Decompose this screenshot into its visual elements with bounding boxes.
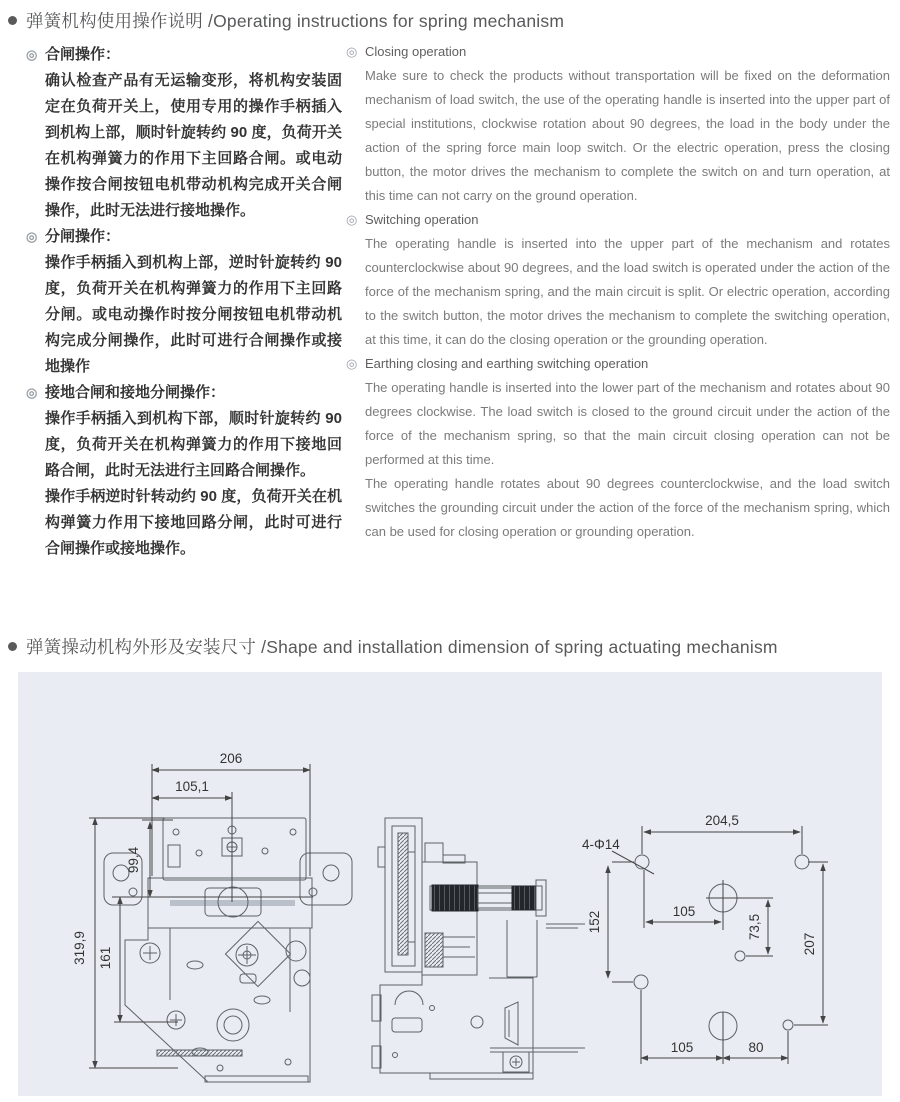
- zh-section-title: ◎ 合闸操作：: [45, 42, 342, 68]
- bullet-icon: [8, 642, 17, 651]
- dim-label-73-5: 73,5: [747, 913, 762, 941]
- ring-bullet-icon: ◎: [26, 385, 38, 400]
- en-paragraph: Make sure to check the products without transportation will be fixed on the deformation mechanism of load switch, the use of the operating handle is inserted into the upper part of special institutions, clockwise rotation about 90 degrees, the load in the body under the action of the spring force main loop switch. Or the electric operation, press the closing button, the motor drives the mechanism to complete the switch on and turn operation, at this time can not carry on the ground operation.: [365, 68, 890, 203]
- hole-pattern-drawing: [634, 855, 809, 1040]
- dim-label-204-5: 204,5: [705, 813, 739, 828]
- section-title: 弹簧操动机构外形及安装尺寸 /Shape and installation dimension of spring actuating mechanism: [26, 637, 778, 657]
- en-section-closing: [348, 40, 890, 208]
- hole-pattern-dim-labels: [582, 813, 817, 1055]
- dim-label-152: 152: [587, 910, 602, 934]
- dim-label-99-4: 99,4: [126, 846, 141, 874]
- zh-section-title: ◎ 接地合闸和接地分闸操作：: [45, 380, 342, 406]
- zh-section-closing: [28, 42, 342, 224]
- ring-bullet-icon: ◎: [26, 47, 38, 62]
- en-paragraph: The operating handle is inserted into the lower part of the mechanism and rotates about 90 degrees clockwise. The load switch is closed to the ground circuit under the action of the force of the mechanism spring, so that the main circuit closing operation can not be performed at this time.: [365, 380, 890, 467]
- zh-section-earthing: [28, 380, 342, 562]
- dim-label-207: 207: [802, 932, 817, 956]
- zh-paragraph: 确认检查产品有无运输变形，将机构安装固定在负荷开关上，使用专用的操作手柄插入到机构上部，顺时针旋转约 90 度，负荷开关在机构弹簧力的作用下主回路合闸。或电动操作按合闸按钮电机带动机构完成开关合闸操作，此时无法进行接地操作。: [45, 72, 342, 219]
- dim-label-105-bottom: 105: [670, 1040, 694, 1055]
- technical-drawing: [18, 672, 882, 1096]
- dim-label-80: 80: [748, 1040, 764, 1055]
- section-header-operating-instructions: [8, 8, 564, 33]
- dim-label-161: 161: [98, 946, 113, 970]
- en-section-title: ◎ Earthing closing and earthing switching operation: [365, 352, 890, 376]
- drawing-panel: [18, 672, 882, 1096]
- dim-label-105-mid: 105: [672, 904, 696, 919]
- front-view-dim-labels: [72, 751, 242, 969]
- ring-bullet-icon: ◎: [346, 356, 358, 371]
- chinese-instructions-column: [28, 42, 342, 562]
- zh-paragraph: 操作手柄插入到机构上部，逆时针旋转约 90 度，负荷开关在机构弹簧力的作用下主回路分闸。或电动操作时按分闸按钮电机带动机构完成分闸操作，此时可进行合闸操作或接地操作: [45, 254, 342, 375]
- en-section-earthing: [348, 352, 890, 544]
- ring-bullet-icon: ◎: [346, 44, 358, 59]
- ring-bullet-icon: ◎: [26, 229, 38, 244]
- zh-paragraph: 操作手柄逆时针转动约 90 度，负荷开关在机构弹簧力作用下接地回路分闸，此时可进行合闸操作或接地操作。: [45, 488, 342, 557]
- front-view-dimensions: [89, 764, 313, 1068]
- en-section-title: ◎ Switching operation: [365, 208, 890, 232]
- bullet-icon: [8, 16, 17, 25]
- en-paragraph: The operating handle is inserted into the upper part of the mechanism and rotates counterclockwise about 90 degrees, and the load switch is operated under the action of the force of the mechanism spring, and the main circuit is split. Or electric operation, according to the switch button, the motor drives the mechanism to complete the switching operation, at this time, it can do the closing operation or the grounding operation.: [365, 236, 890, 347]
- zh-section-title: ◎ 分闸操作：: [45, 224, 342, 250]
- dim-label-319-9: 319,9: [72, 931, 87, 965]
- en-paragraph: The operating handle rotates about 90 degrees counterclockwise, and the load switch switches the grounding circuit under the action of the force of the mechanism spring, which can be used for closing operation or grounding operation.: [365, 476, 890, 539]
- dim-label-206: 206: [219, 751, 243, 766]
- dim-label-105-1: 105,1: [175, 779, 209, 794]
- section-header-shape-dimensions: [8, 634, 778, 659]
- english-instructions-column: [348, 40, 890, 544]
- ring-bullet-icon: ◎: [346, 212, 358, 227]
- zh-paragraph: 操作手柄插入到机构下部，顺时针旋转约 90 度，负荷开关在机构弹簧力的作用下接地回路合闸，此时无法进行主回路合闸操作。: [45, 410, 342, 479]
- front-view-drawing: [104, 818, 352, 1082]
- en-section-switching: [348, 208, 890, 352]
- dim-label-4-phi14: 4-Φ14: [582, 837, 620, 852]
- section-title: 弹簧机构使用操作说明 /Operating instructions for spring mechanism: [26, 11, 565, 31]
- zh-section-switching: [28, 224, 342, 380]
- side-view-drawing: [372, 818, 585, 1079]
- en-section-title: ◎ Closing operation: [365, 40, 890, 64]
